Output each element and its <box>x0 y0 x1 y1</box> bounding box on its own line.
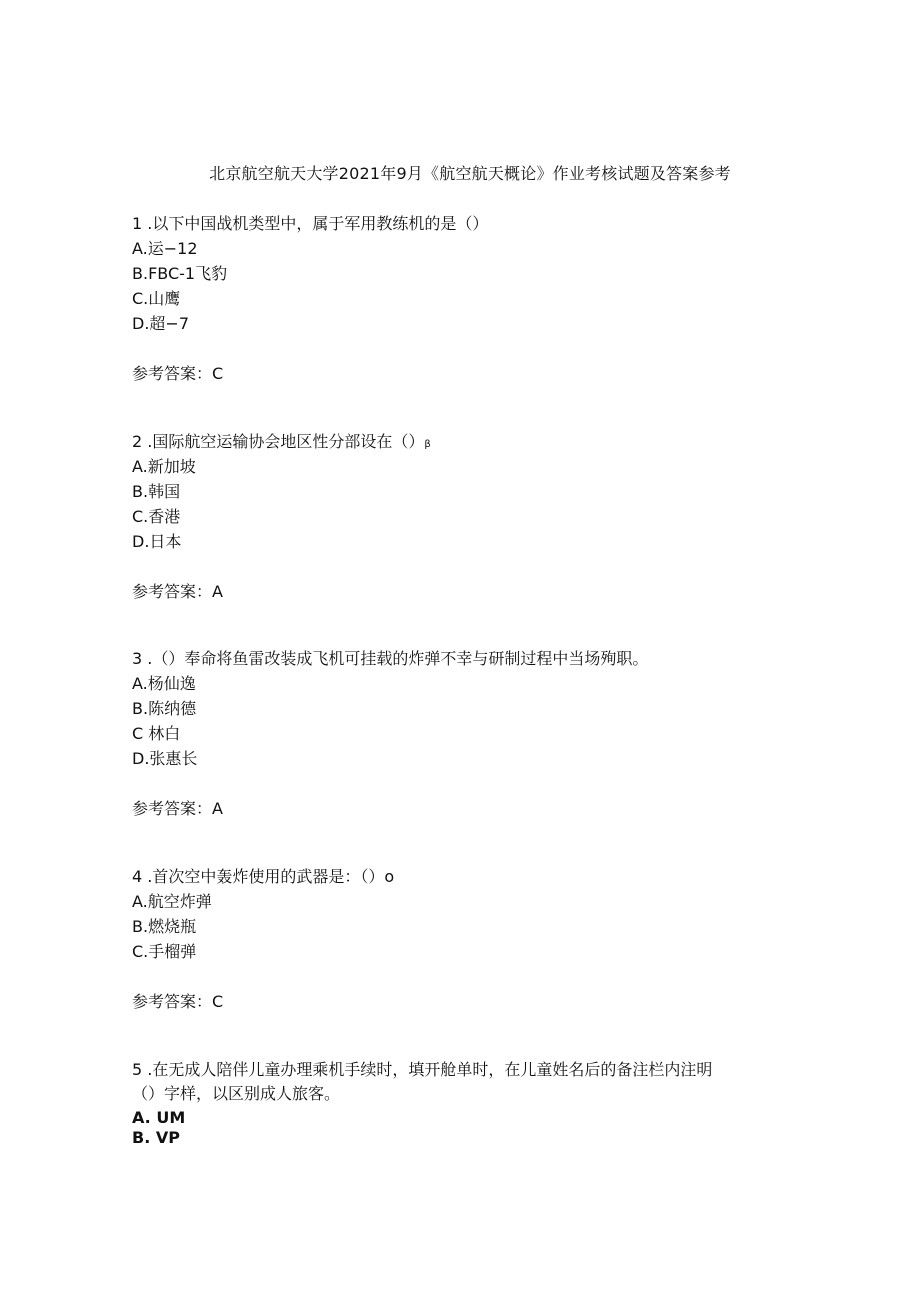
question-3-option-d: D.张惠长 <box>132 749 198 768</box>
question-2-option-d: D.日本 <box>132 532 182 551</box>
question-1-option-a: A.运−12 <box>132 239 198 258</box>
question-1-stem: 1 .以下中国战机类型中，属于军用教练机的是（） <box>132 214 489 233</box>
question-3-option-c: C 林白 <box>132 724 181 743</box>
question-2-answer: 参考答案：A <box>132 582 223 601</box>
question-2-stem: 2 .国际航空运输协会地区性分部设在（） <box>132 432 425 451</box>
question-4-option-b: B.燃烧瓶 <box>132 917 197 936</box>
question-1-option-c: C.山鹰 <box>132 289 181 308</box>
question-3-option-a: A.杨仙逸 <box>132 674 196 693</box>
question-1-option-b: B.FBC-1飞豹 <box>132 264 228 283</box>
question-4-stem: 4 .首次空中轰炸使用的武器是：（）o <box>132 867 395 886</box>
question-1-answer: 参考答案：C <box>132 364 224 383</box>
question-2-option-c: C.香港 <box>132 507 181 526</box>
question-5-option-a: A. UM <box>132 1108 186 1127</box>
question-4-answer: 参考答案：C <box>132 992 224 1011</box>
question-4-option-c: C.手榴弹 <box>132 942 197 961</box>
question-5-option-b: B. VP <box>132 1128 180 1147</box>
question-3-answer: 参考答案：A <box>132 799 223 818</box>
question-4-option-a: A.航空炸弹 <box>132 892 212 911</box>
question-5-stem-line-1: 5 .在无成人陪伴儿童办理乘机手续时，填开舱单时，在儿童姓名后的备注栏内注明 <box>132 1060 713 1079</box>
question-3-stem: 3 .（）奉命将鱼雷改装成飞机可挂载的炸弹不幸与研制过程中当场殉职。 <box>132 649 649 668</box>
question-5-stem-line-2: （）字样，以区别成人旅客。 <box>132 1084 341 1103</box>
question-1-option-d: D.超−7 <box>132 314 189 333</box>
document-title: 北京航空航天大学2021年9月《航空航天概论》作业考核试题及答案参考 <box>209 164 731 183</box>
question-2-option-a: A.新加坡 <box>132 457 196 476</box>
question-2-option-b: B.韩国 <box>132 482 181 501</box>
question-2-stem-line <box>132 431 431 456</box>
question-3-option-b: B.陈纳德 <box>132 699 197 718</box>
question-2-stem-suffix: β <box>424 439 431 450</box>
